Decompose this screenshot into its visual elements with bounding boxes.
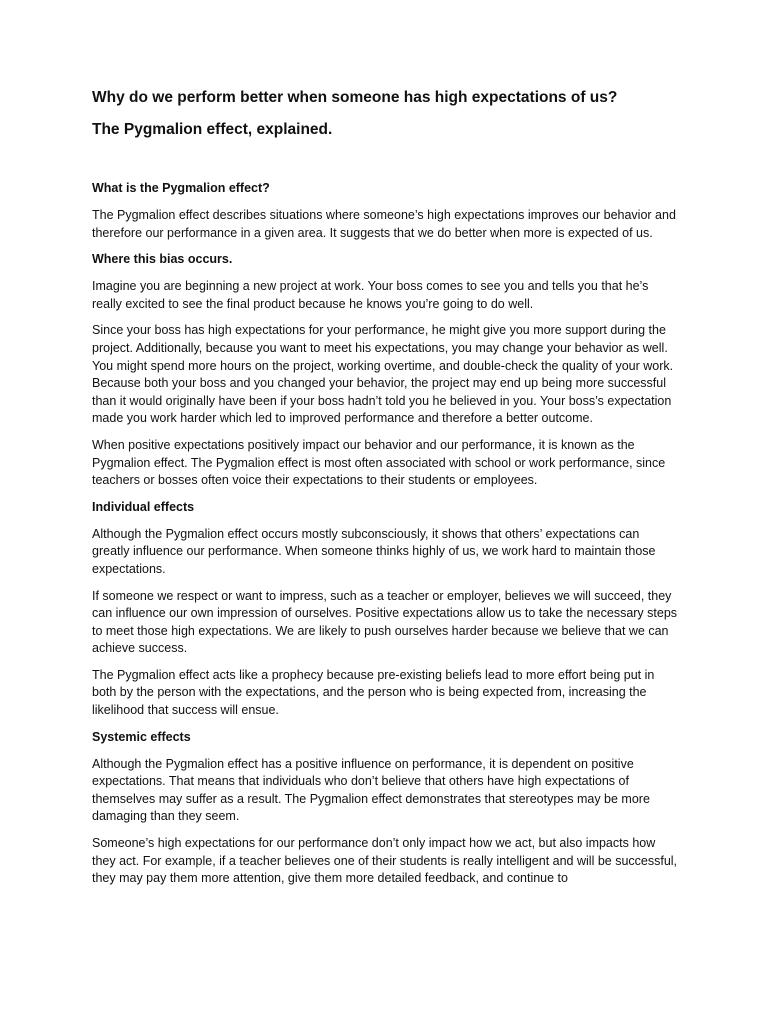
document-title: Why do we perform better when someone has high expectations of us?	[92, 89, 618, 106]
paragraph: Someone’s high expectations for our performance don’t only impact how we act, but also impacts how they act. For example, if a teacher believes one of their students is really intelligent and will be successful, they may pay them more attention, give them more detailed feedback, and continue to	[92, 836, 678, 886]
document-subtitle: The Pygmalion effect, explained.	[92, 121, 333, 138]
paragraph: When positive expectations positively impact our behavior and our performance, it is known as the Pygmalion effect. The Pygmalion effect is most often associated with school or work performance, since teachers or bosses often voice their expectations to their students or employees.	[92, 437, 666, 488]
paragraph: Although the Pygmalion effect occurs mostly subconsciously, it shows that others’ expectations can greatly influence our performance. When someone thinks highly of us, we work hard to maintain those expectations.	[92, 526, 656, 576]
paragraph: Although the Pygmalion effect has a positive influence on performance, it is dependent on positive expectations. That means that individuals who don’t believe that others have high expectations of themselves may suffer as a result. The Pygmalion effect demonstrates that stereotypes may be more damaging than they seem.	[92, 756, 650, 824]
section-heading: Individual effects	[92, 499, 195, 514]
paragraph: Since your boss has high expectations for your performance, he might give you more support during the project. Additionally, because you want to meet his expectations, you may change your behavior as well. You might spend more hours on the project, working overtime, and double-check the quality of your work. Because both your boss and you changed your behavior, the project may end up being more successful than it would originally have been if your boss hadn’t told you he believed in you. Your boss’s expectation made you work harder which led to improved performance and therefore a better outcome.	[92, 323, 674, 426]
section-heading: What is the Pygmalion effect?	[92, 181, 270, 195]
paragraph: The Pygmalion effect acts like a prophecy because pre-existing beliefs lead to more effort being put in both by the person with the expectations, and the person who is being expected from, increasing the likelihood that success will ensue.	[92, 667, 655, 718]
paragraph: If someone we respect or want to impress, such as a teacher or employer, believes we will succeed, they can influence our own impression of ourselves. Positive expectations allow us to take the necessary steps to meet those high expectations. We are likely to push ourselves harder because we believe that we can achieve success.	[92, 588, 678, 656]
section-heading: Where this bias occurs.	[92, 252, 233, 267]
paragraph: Imagine you are beginning a new project at work. Your boss comes to see you and tells you that he’s really excited to see the final product because he knows you’re going to do well.	[92, 279, 649, 311]
section-heading: Systemic effects	[92, 729, 191, 744]
paragraph: The Pygmalion effect describes situations where someone’s high expectations improves our behavior and therefore our performance in a given area. It suggests that we do better when more is expected of us.	[92, 208, 676, 240]
